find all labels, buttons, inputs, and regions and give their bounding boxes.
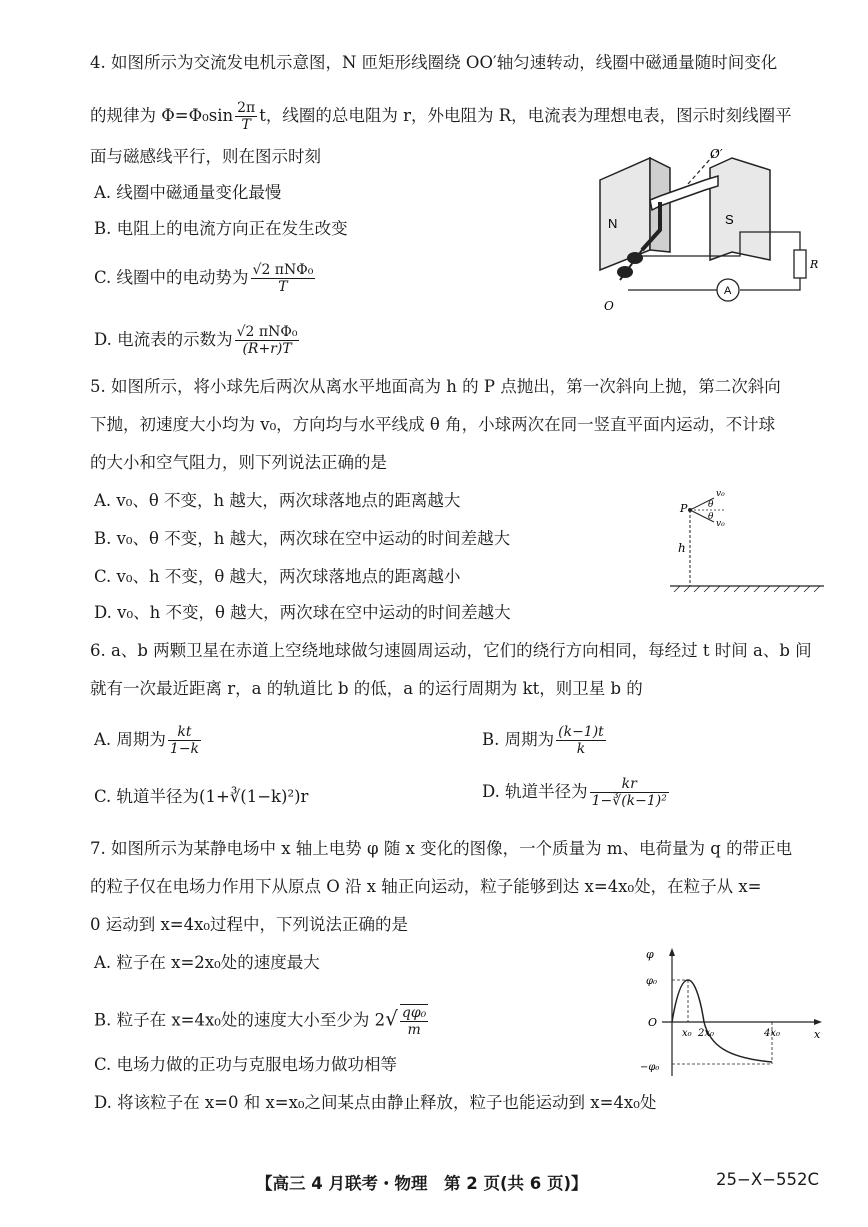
q6-option-c: C. 轨道半径为(1+∛(1−k)²)r (94, 787, 309, 806)
slip-ring-2 (617, 266, 633, 278)
v0-up-label: v₀ (716, 489, 725, 499)
q4-line-1: 4. 如图所示为交流发电机示意图，N 匝矩形线圈绕 OO′轴匀速转动，线圈中磁通量随时间变化 (90, 53, 778, 72)
q4-option-d-label: D. 电流表的示数为 (94, 330, 233, 349)
q6-option-d-den: 1−∛(k−1)² (591, 793, 667, 809)
resistor-r (794, 250, 806, 278)
x2-tick-label: 2x₀ (698, 1028, 715, 1039)
q4-option-d-den: (R+r)T (242, 341, 292, 357)
q5-option-b: B. v₀、θ 不变，h 越大，两次球在空中运动的时间差越大 (94, 529, 511, 548)
q7-option-c: C. 电场力做的正功与克服电场力做功相等 (94, 1055, 398, 1074)
generator-diagram (590, 140, 830, 320)
phi-axis-arrow (669, 948, 675, 956)
q6-option-d (482, 776, 671, 809)
v0-down-label: v₀ (716, 519, 725, 529)
q4-line-2b: t，线圈的总电阻为 r，外电阻为 R，电流表为理想电表，图示时刻线圈平 (259, 106, 792, 125)
phi0-label: φ₀ (646, 976, 658, 987)
q6-line-2: 就有一次最近距离 r，a 的轨道比 b 的低，a 的运行周期为 kt，则卫星 b 的 (90, 679, 643, 698)
q4-fraction (235, 100, 257, 133)
q6-option-b-num: (k−1)t (558, 724, 604, 740)
q6-option-a-label: A. 周期为 (94, 730, 166, 749)
q6-line-1: 6. a、b 两颗卫星在赤道上空绕地球做匀速圆周运动，它们的绕行方向相同，每经过 t 时间 a、b 间 (90, 641, 812, 660)
circuit-wire-right (740, 278, 800, 290)
q6-option-b (482, 724, 608, 757)
phi-axis-label: φ (646, 948, 654, 961)
q4-line-2a: 的规律为 Φ=Φ₀sin (90, 106, 234, 125)
page-footer: 【高三 4 月联考・物理 第 2 页(共 6 页)】 (256, 1174, 588, 1193)
q4-option-c-label: C. 线圈中的电动势为 (94, 268, 249, 287)
q5-line-3: 的大小和空气阻力，则下列说法正确的是 (90, 453, 387, 472)
potential-graph (632, 946, 832, 1086)
q7-line-1: 7. 如图所示为某静电场中 x 轴上电势 φ 随 x 变化的图像，一个质量为 m、电荷量为 q 的带正电 (90, 839, 793, 858)
q4-option-d (94, 324, 301, 357)
q5-line-2: 下抛，初速度大小均为 v₀，方向均与水平线成 θ 角，小球两次在同一竖直平面内运动，不计球 (90, 415, 776, 434)
q4-frac-den: T (241, 117, 251, 133)
ammeter-label: A (724, 285, 732, 297)
q4-option-c-frac (251, 262, 316, 295)
magnet-n-block (600, 158, 650, 270)
q6-option-d-label: D. 轨道半径为 (482, 782, 588, 801)
q4-option-b: B. 电阻上的电流方向正在发生改变 (94, 219, 348, 238)
q7-option-d: D. 将该粒子在 x=0 和 x=x₀之间某点由静止释放，粒子也能运动到 x=4x₀处 (94, 1093, 657, 1112)
q4-line-3: 面与磁感线平行，则在图示时刻 (90, 147, 321, 166)
axis-label-bottom: O (604, 299, 614, 313)
q7-option-b-label: B. 粒子在 x=4x₀处的速度大小至少为 2 (94, 1010, 386, 1030)
ground-hatch (674, 586, 820, 592)
q7-option-b-num: qφ₀ (401, 1005, 427, 1021)
height-label: h (678, 541, 686, 555)
q7-option-a: A. 粒子在 x=2x₀处的速度最大 (94, 953, 320, 972)
q5-option-d: D. v₀、h 不变，θ 越大，两次球在空中运动的时间差越大 (94, 603, 511, 622)
q5-line-1: 5. 如图所示，将小球先后两次从离水平地面高为 h 的 P 点抛出，第一次斜向上抛，第二次斜向 (90, 377, 781, 396)
q4-option-d-frac (235, 324, 300, 357)
q4-option-c-den: T (278, 279, 288, 295)
q6-option-a-den: 1−k (169, 741, 200, 757)
q4-option-a: A. 线圈中磁通量变化最慢 (94, 183, 282, 202)
q5-option-a: A. v₀、θ 不变，h 越大，两次球落地点的距离越大 (94, 491, 461, 510)
q7-line-2: 的粒子仅在电场力作用下从原点 O 沿 x 轴正向运动，粒子能够到达 x=4x₀处，在粒子从 x= (90, 877, 762, 896)
q4-line-2 (90, 100, 792, 133)
q6-option-b-den: k (576, 741, 586, 757)
potential-curve (672, 980, 772, 1062)
q5-option-c: C. v₀、h 不变，θ 越大，两次球落地点的距离越小 (94, 567, 461, 586)
q6-option-a-frac (168, 724, 201, 757)
q7-option-b-den: m (407, 1022, 421, 1038)
theta-up-label: θ (708, 500, 714, 510)
slip-ring-1 (627, 252, 643, 264)
magnet-n-label: N (608, 216, 618, 231)
q7-option-b: B. 粒子在 x=4x₀处的速度大小至少为 2√ $\frac{\text{qφ₀}}{m}$ (94, 1005, 427, 1038)
q7-line-3: 0 运动到 x=4x₀过程中，下列说法正确的是 (90, 915, 409, 934)
x4-tick-label: 4x₀ (764, 1028, 781, 1039)
q6-option-a-num: kt (168, 724, 201, 741)
q6-option-b-label: B. 周期为 (482, 730, 555, 749)
q4-option-c (94, 262, 317, 295)
q6-option-a (94, 724, 203, 757)
x-axis-arrow (814, 1019, 822, 1025)
q6-option-b-frac (556, 724, 606, 757)
x0-tick-label: x₀ (682, 1028, 692, 1039)
resistor-label: R (810, 258, 819, 271)
q4-option-d-num: √2 πNΦ₀ (236, 324, 298, 340)
q6-option-d-frac (590, 776, 669, 809)
origin-label: O (648, 1016, 658, 1029)
x-axis-label: x (814, 1028, 821, 1041)
q4-frac-num: 2π (237, 100, 256, 116)
exam-code: 25−X−552C (716, 1170, 819, 1189)
projectile-diagram (668, 484, 828, 600)
neg-phi0-label: −φ₀ (640, 1062, 660, 1073)
q7-option-b-frac (400, 1004, 428, 1038)
q4-option-c-num: √2 πNΦ₀ (252, 262, 314, 278)
axis-label-top: O′ (710, 147, 723, 161)
q6-option-d-num: kr (590, 776, 669, 793)
point-p-label: P (680, 502, 688, 515)
theta-down-label: θ (708, 512, 714, 522)
magnet-s-label: S (725, 212, 734, 227)
